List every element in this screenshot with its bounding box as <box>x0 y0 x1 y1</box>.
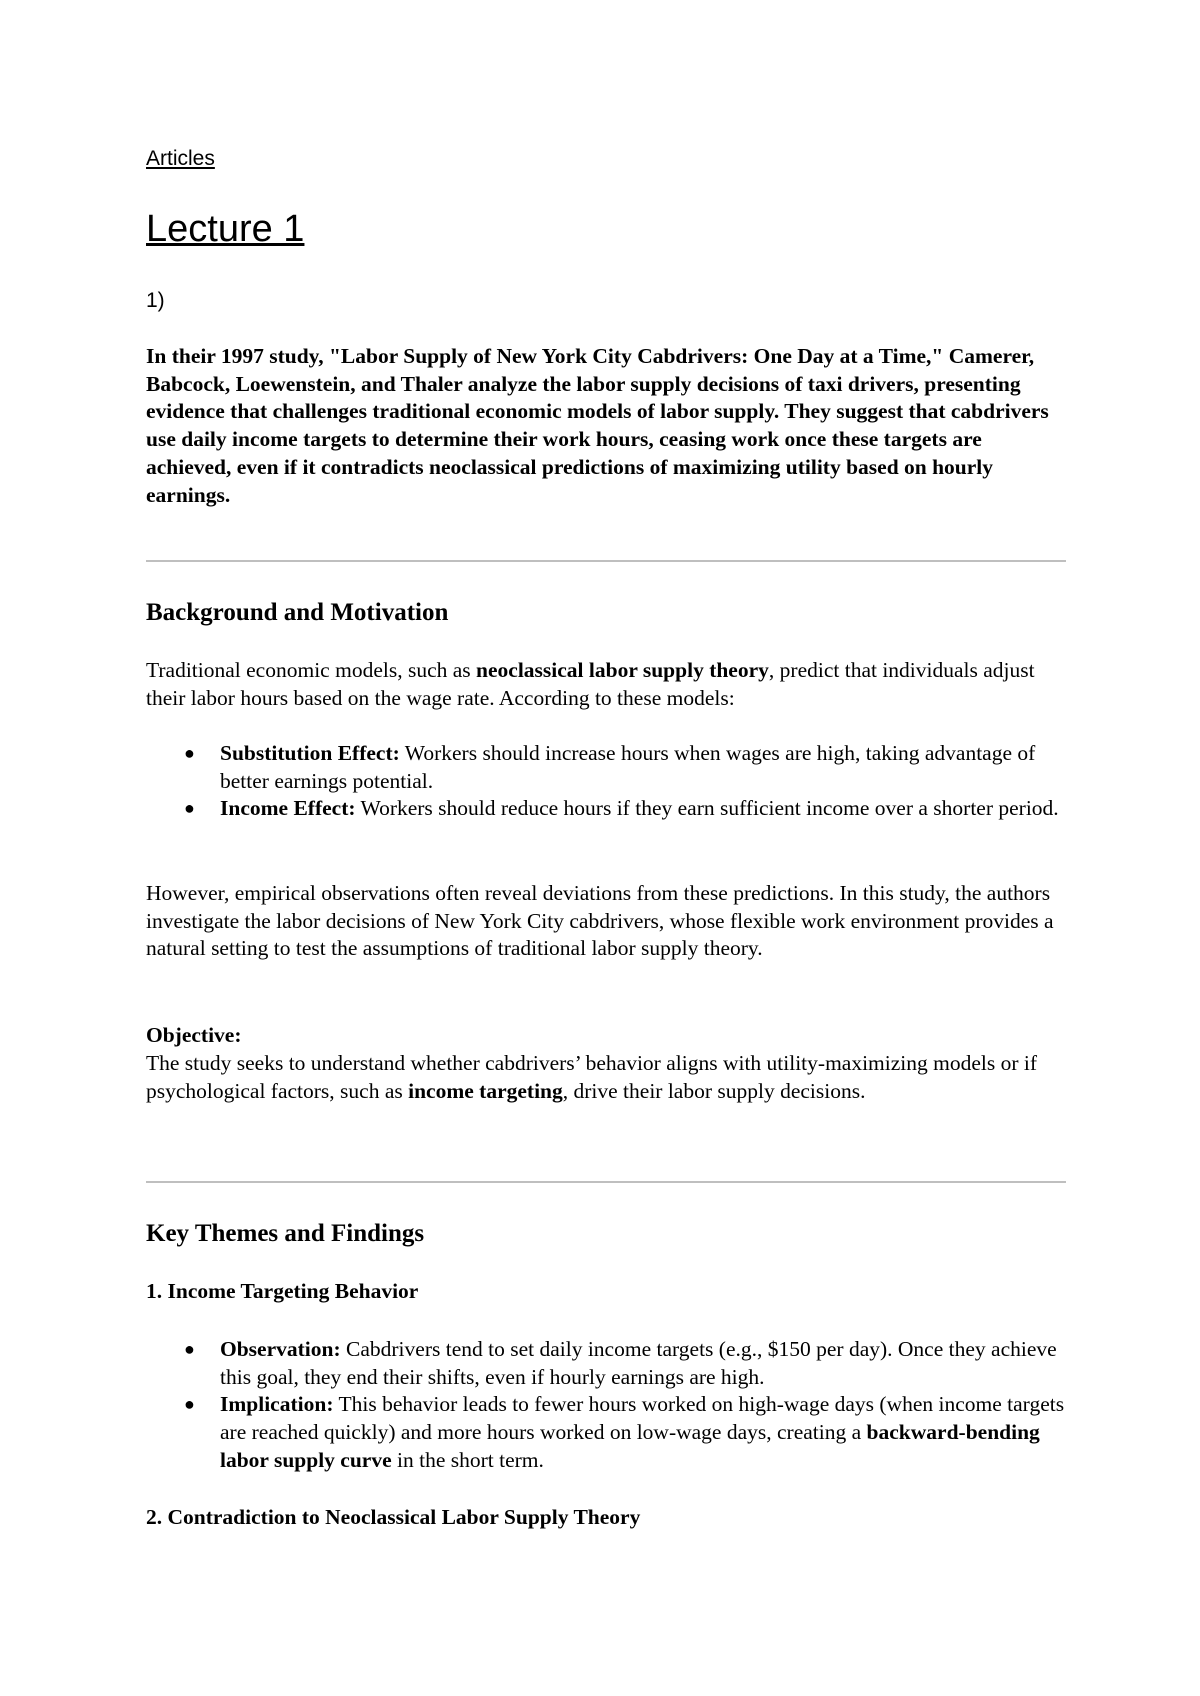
question-number: 1) <box>146 289 165 312</box>
background-paragraph <box>146 657 1066 712</box>
lecture-title: Lecture 1 <box>146 208 305 250</box>
list-item <box>146 740 1066 795</box>
list-item <box>146 1336 1066 1391</box>
text-run: Traditional economic models, such as <box>146 658 477 682</box>
bullet-icon: ● <box>184 798 195 819</box>
horizontal-divider <box>146 1181 1066 1183</box>
objective-paragraph <box>146 1050 1066 1105</box>
list-item-label: Observation: <box>220 1337 341 1361</box>
subheading-income-targeting: 1. Income Targeting Behavior <box>146 1279 419 1303</box>
list-item-label: Substitution Effect: <box>220 741 400 765</box>
section-heading-background: Background and Motivation <box>146 599 449 626</box>
list-item-text: Cabdrivers tend to set daily income targets (e.g., $150 per day). Once they achieve this goal, they end their shifts, even if hourly earnings are high. <box>220 1337 1057 1389</box>
bold-term: backward-bending labor supply curve <box>220 1420 1040 1472</box>
text-run: , predict that individuals adjust their labor hours based on the wage rate. According to these models: <box>146 658 1035 710</box>
bold-term: income targeting <box>408 1078 563 1103</box>
list-item-label: Income Effect: <box>220 796 356 821</box>
list-item <box>146 795 1066 823</box>
objective-label: Objective: <box>146 1023 242 1047</box>
bullet-icon: ● <box>184 1394 195 1415</box>
articles-link[interactable]: Articles <box>146 147 215 170</box>
bullet-icon: ● <box>184 1339 195 1359</box>
deviations-paragraph: However, empirical observations often reveal deviations from these predictions. In this study, the authors investigate the labor decisions of New York City cabdrivers, whose flexible work environment provides a natural setting to test the assumptions of traditional labor supply theory. <box>146 881 1054 961</box>
bold-term: neoclassical labor supply theory <box>476 658 769 682</box>
bullet-icon: ● <box>184 743 195 763</box>
findings-list <box>146 1336 1066 1475</box>
intro-paragraph: In their 1997 study, "Labor Supply of New York City Cabdrivers: One Day at a Time," Camerer, Babcock, Loewenstein, and Thaler analyze the labor supply decisions of taxi drivers, presenting evidence that challenges traditional economic models of labor supply. They suggest that cabdrivers use daily income targets to determine their work hours, ceasing work once these targets are achieved, even if it contradicts neoclassical predictions of maximizing utility based on hourly earnings. <box>146 344 1049 507</box>
list-item-text: in the short term. <box>391 1447 544 1472</box>
effects-list <box>146 740 1066 823</box>
list-item-text: This behavior leads to fewer hours worked on high-wage days (when income targets are reached quickly) and more hours worked on low-wage days, creating a <box>220 1392 1065 1445</box>
list-item <box>146 1391 1066 1474</box>
list-item-text: Workers should reduce hours if they earn sufficient income over a shorter period. <box>355 796 1059 821</box>
list-item-label: Implication: <box>220 1392 334 1417</box>
subheading-contradiction: 2. Contradiction to Neoclassical Labor Supply Theory <box>146 1505 641 1529</box>
text-run: , drive their labor supply decisions. <box>562 1078 866 1103</box>
list-item-text: Workers should increase hours when wages are high, taking advantage of better earnings potential. <box>220 741 1036 793</box>
text-run: The study seeks to understand whether cabdrivers’ behavior aligns with utility-maximizing models or if psychological factors, such as <box>146 1051 1038 1103</box>
section-heading-findings: Key Themes and Findings <box>146 1220 425 1247</box>
horizontal-divider <box>146 560 1066 562</box>
